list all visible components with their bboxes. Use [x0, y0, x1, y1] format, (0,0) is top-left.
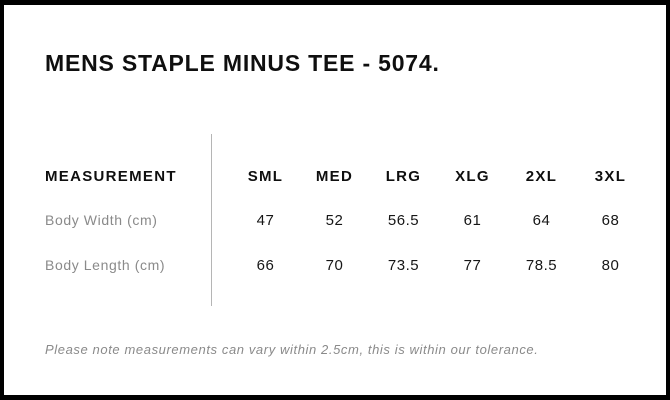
size-table: [4, 134, 666, 306]
size-header-sml: SML: [247, 167, 284, 185]
column-divider: [211, 134, 212, 306]
cell-value: 70: [325, 256, 344, 274]
cell-value: 80: [601, 256, 620, 274]
cell-value: 78.5: [525, 256, 558, 274]
table-row-body-length: [4, 251, 666, 279]
size-header-3xl: 3XL: [594, 167, 627, 185]
size-header-2xl: 2XL: [525, 167, 558, 185]
row-label: Body Width (cm): [45, 212, 158, 228]
cell-value: 73.5: [387, 256, 420, 274]
cell-value: 61: [463, 211, 482, 229]
size-table-header-row: [4, 162, 666, 190]
cell-value: 66: [256, 256, 275, 274]
size-header-med: MED: [315, 167, 354, 185]
cell-value: 68: [601, 211, 620, 229]
cell-value: 56.5: [387, 211, 420, 229]
cell-value: 47: [256, 211, 275, 229]
cell-value: 64: [532, 211, 551, 229]
cell-value: 77: [463, 256, 482, 274]
measurement-header: MEASUREMENT: [45, 167, 177, 185]
tolerance-note: Please note measurements can vary within 2.5cm, this is within our tolerance.: [45, 342, 539, 357]
size-header-xlg: XLG: [455, 167, 490, 185]
page-title: MENS STAPLE MINUS TEE - 5074.: [45, 50, 440, 76]
cell-value: 52: [325, 211, 344, 229]
size-header-lrg: LRG: [385, 167, 422, 185]
table-row-body-width: [4, 206, 666, 234]
row-label: Body Length (cm): [45, 257, 166, 273]
